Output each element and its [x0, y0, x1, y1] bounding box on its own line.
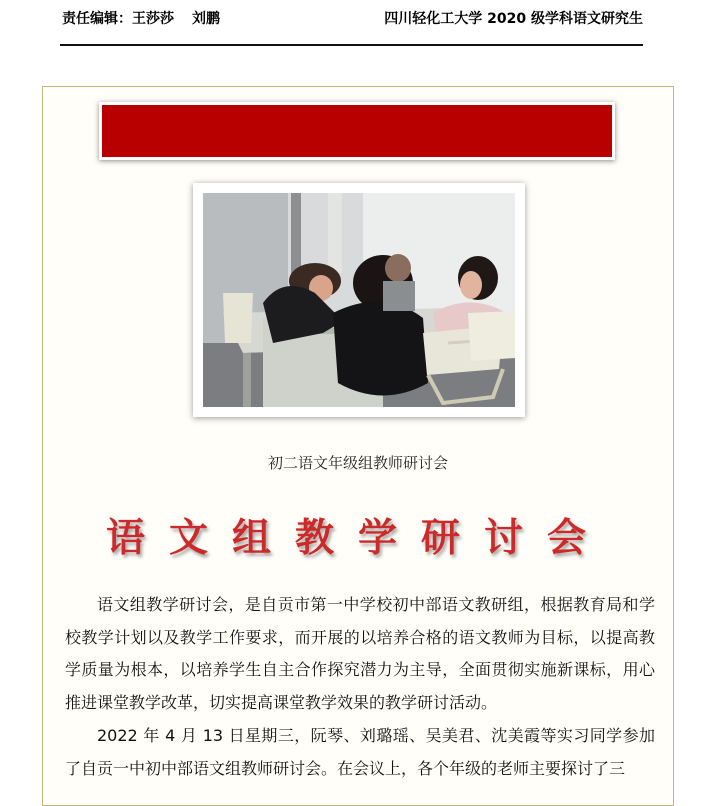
- editor-label: 责任编辑：王莎莎: [62, 11, 174, 27]
- article-frame: [42, 86, 674, 806]
- photo-frame: [193, 183, 525, 417]
- article-title: 语文组教学研讨会: [105, 515, 610, 561]
- page-header: [60, 6, 643, 46]
- editor-name-2: 刘鹏: [192, 11, 220, 27]
- article-paragraph: 2022 年 4 月 13 日星期三，阮琴、刘璐瑶、吴美君、沈美霞等实习同学参加了自贡一中初中部语文组教师研讨会。在会议上，各个年级的老师主要探讨了三: [65, 726, 655, 778]
- meeting-photo: [203, 193, 515, 407]
- institution-label: 四川轻化工大学 2020 级学科语文研究生: [384, 11, 643, 27]
- editor-credit: [62, 8, 220, 28]
- article-paragraph: 语文组教学研讨会，是自贡市第一中学校初中部语文教研组，根据教育局和学校教学计划以及教学工作要求，而开展的以培养合格的语文教师为目标，以提高教学质量为根本，以培养学生自主合作探究潜力为主导，全面贯彻实施新课标，用心推进课堂教学改革，切实提高课堂教学效果的教学研讨活动。: [65, 595, 655, 712]
- red-banner: [99, 102, 615, 160]
- photo-caption: 初二语文年级组教师研讨会: [267, 454, 448, 472]
